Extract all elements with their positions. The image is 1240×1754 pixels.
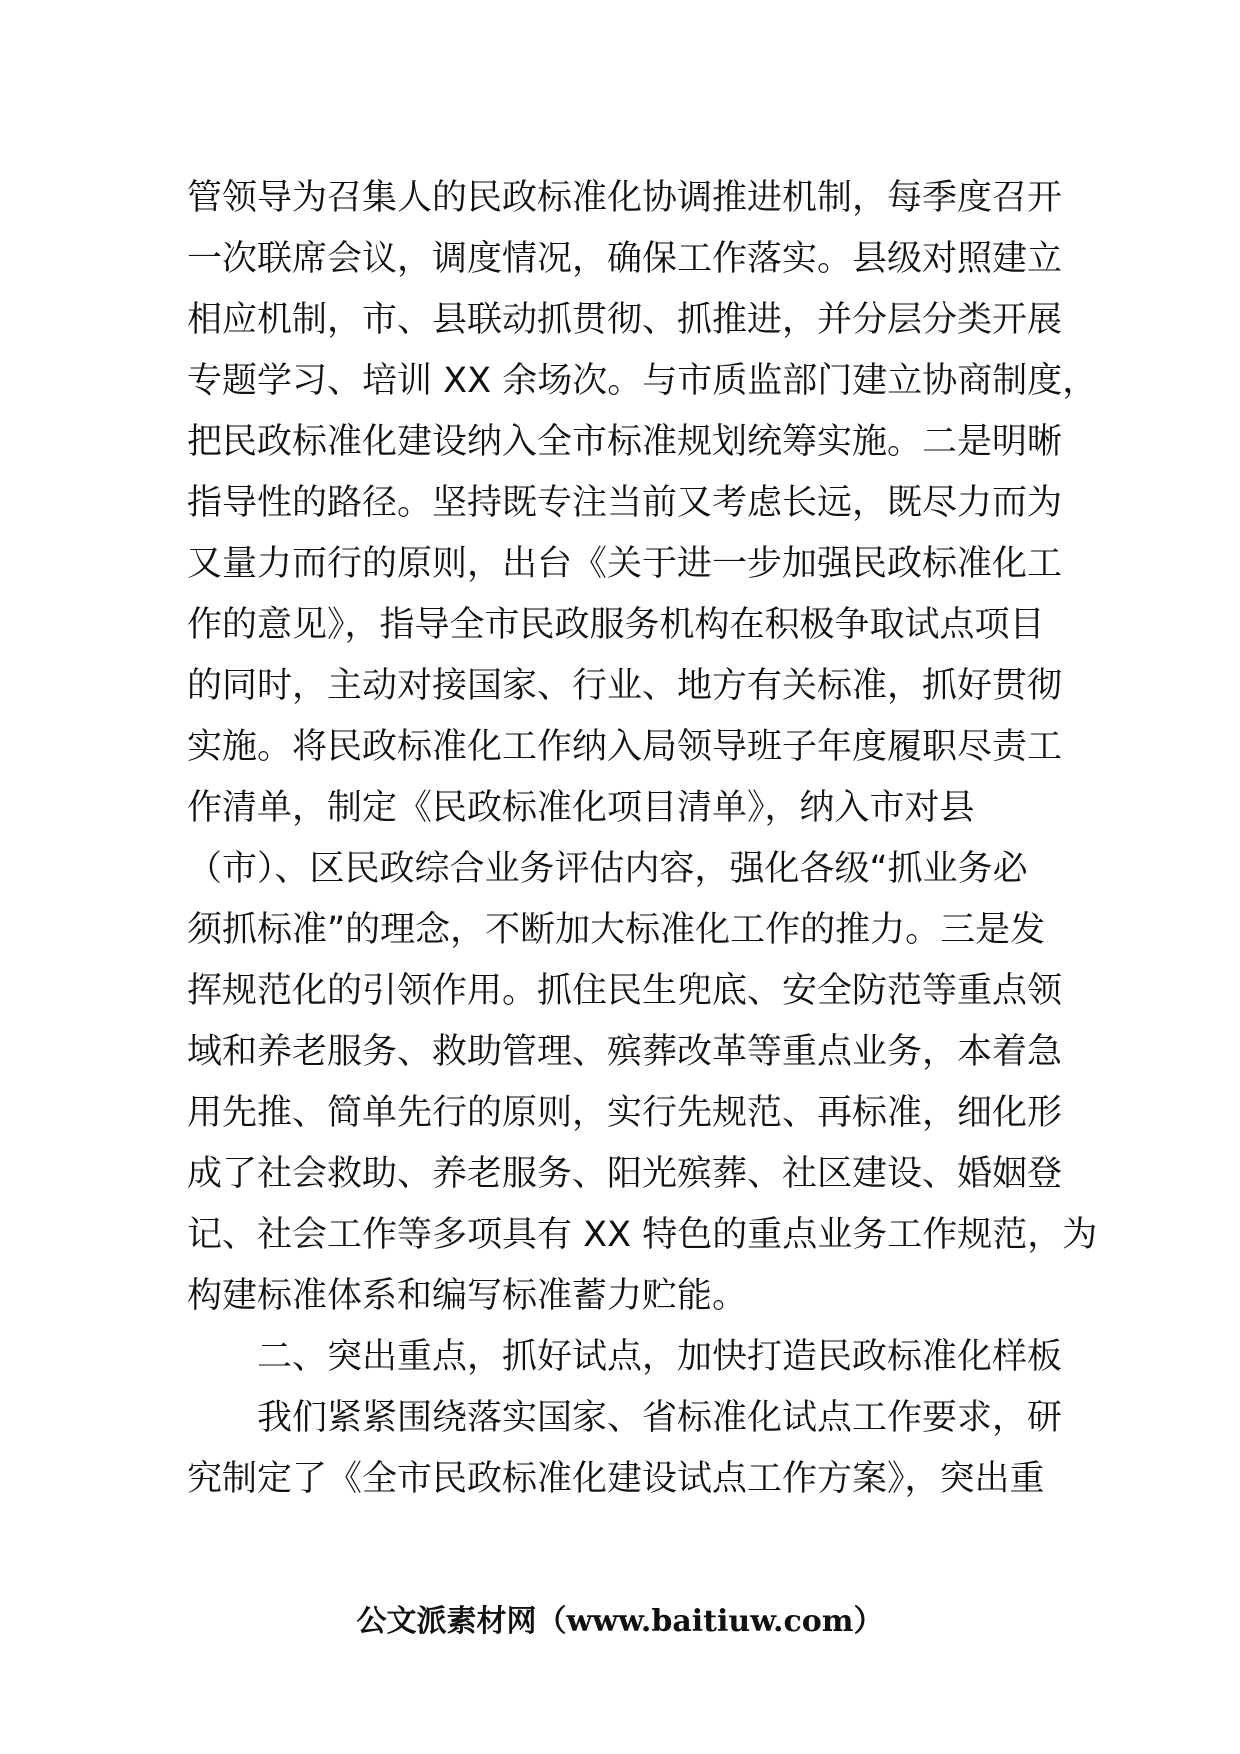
text-line-10: 实施。将民政标准化工作纳入局领导班子年度履职尽责工 bbox=[187, 727, 1063, 767]
watermark-footer: 公文派素材网（www.baitiuw.com） bbox=[356, 1604, 884, 1639]
text-line-21: 我们紧紧围绕落实国家、省标准化试点工作要求，研 bbox=[257, 1398, 1063, 1438]
text-line-9: 的同时，主动对接国家、行业、地方有关标准，抓好贯彻 bbox=[187, 666, 1063, 706]
text-line-5: 把民政标准化建设纳入全市标准规划统筹实施。二是明晰 bbox=[187, 422, 1063, 462]
text-line-8: 作的意见》，指导全市民政服务机构在积极争取试点项目 bbox=[187, 605, 1045, 645]
section-heading: 二、突出重点，抓好试点，加快打造民政标准化样板 bbox=[257, 1337, 1063, 1377]
text-line-15: 域和养老服务、救助管理、殡葬改革等重点业务，本着急 bbox=[187, 1032, 1063, 1072]
text-line-16: 用先推、简单先行的原则，实行先规范、再标准，细化形 bbox=[187, 1093, 1063, 1133]
text-line-17: 成了社会救助、养老服务、阳光殡葬、社区建设、婚姻登 bbox=[187, 1154, 1063, 1194]
body-text bbox=[187, 168, 1098, 1510]
text-line-1: 管领导为召集人的民政标准化协调推进机制，每季度召开 bbox=[187, 178, 1063, 218]
text-line-19: 构建标准体系和编写标准蓄力贮能。 bbox=[187, 1276, 748, 1316]
text-line-7: 又量力而行的原则，出台《关于进一步加强民政标准化工 bbox=[187, 544, 1063, 584]
text-line-4: 专题学习、培训 XX 余场次。与市质监部门建立协商制度， bbox=[187, 361, 1098, 401]
text-line-13: 须抓标准”的理念，不断加大标准化工作的推力。三是发 bbox=[187, 910, 1046, 950]
text-line-2: 一次联席会议，调度情况，确保工作落实。县级对照建立 bbox=[187, 239, 1063, 279]
text-line-12: （市）、区民政综合业务评估内容，强化各级“抓业务必 bbox=[187, 849, 1028, 889]
text-line-22: 究制定了《全市民政标准化建设试点工作方案》，突出重 bbox=[187, 1459, 1045, 1499]
text-line-3: 相应机制，市、县联动抓贯彻、抓推进，并分层分类开展 bbox=[187, 300, 1063, 340]
text-line-6: 指导性的路径。坚持既专注当前又考虑长远，既尽力而为 bbox=[187, 483, 1063, 523]
text-line-14: 挥规范化的引领作用。抓住民生兜底、安全防范等重点领 bbox=[187, 971, 1063, 1011]
text-line-18: 记、社会工作等多项具有 XX 特色的重点业务工作规范，为 bbox=[187, 1215, 1098, 1255]
text-line-11: 作清单，制定《民政标准化项目清单》，纳入市对县 bbox=[187, 788, 975, 828]
